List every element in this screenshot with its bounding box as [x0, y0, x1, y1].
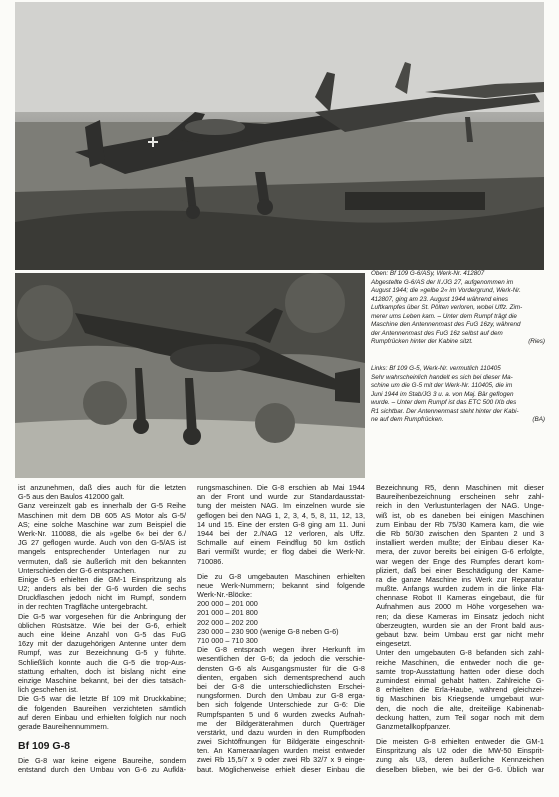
text-line: Ganzmetallkopfpanzer. [376, 721, 451, 731]
text-line: lich geschehen ist. [18, 685, 79, 695]
text-line: deckung hatten, zum Teil sogar noch mit dem [376, 712, 544, 722]
caption-left-photo [371, 365, 545, 425]
text-line: den, die noch die alte, dreiteilige Kabinenab- [376, 703, 544, 713]
caption-text: ne auf dem Rumpfrücken. [371, 416, 444, 424]
text-line: mußte. Anfangs wurden zudem in die linke Flä- [376, 584, 544, 594]
section-heading: Bf 109 G-8 [18, 740, 70, 753]
text-line: 16zy mit der dazugehörigen Antenne unter dem [18, 639, 186, 649]
text-line: nungsformen. Durch den Umbau zur G-8 erga- [197, 691, 365, 701]
text-line: Aufnahmen aus 2000 m Höhe vorgesehen wa- [376, 602, 544, 612]
caption-top-photo [371, 270, 545, 347]
caption-line: 412807, ging am 23. August 1944 während eines [371, 295, 509, 303]
text-line: Schmalle auf einem Feindflug 50 km östlich [197, 538, 365, 548]
text-line: zwei Rb 15,5/7 x 9 oder zwei Rb 32/7 x 9 einge- [197, 755, 365, 765]
text-line: Werk-Nr. 110088, die als »gelbe 6« bei der 6./ [18, 528, 186, 538]
text-line: dieselben blieben, wie bei der G-6. Üblich war [376, 764, 544, 774]
text-line: Einige G-5 erhielten die GM-1 Einspritzung als [18, 574, 186, 584]
text-line: Unterschieden der G-6 entsprachen. [18, 565, 137, 575]
text-line: 202 000 – 202 200 [197, 617, 258, 627]
text-line: Die meisten G-8 erhielten entweder die GM-1 [376, 737, 544, 747]
text-line: ra die ganze Maschine ins Werk zur Reparatur [376, 574, 544, 584]
text-line: Maschinen mit dem DB 605 AS Motor als G-5/ [18, 510, 186, 520]
text-line: geflogen bei den NAG 1, 2, 3, 4, 5, 8, 11, 12, 13, [197, 510, 365, 520]
text-line: AS; eine solche Maschine war zum Beispiel die [18, 519, 186, 529]
text-line: Baureihenbezeichnung erscheinen sehr zahl- [376, 492, 544, 502]
text-line: ren; da diese Kameras im Einsatz jedoch nicht [376, 611, 544, 621]
text-line: baut. Möglicherweise erhielt dieser Einbau die [197, 764, 365, 774]
photo-credit: (BA) [532, 416, 545, 424]
text-line: eingesetzt. [376, 639, 412, 649]
caption-line: Luftkampfes über St. Pölten verloren, wobei Uffz. Zim- [371, 304, 523, 312]
text-line: 230 000 – 230 900 (wenige G-8 neben G-6) [197, 626, 339, 636]
text-line: war wegen der Enge des Rumpfes derart kom- [376, 556, 544, 566]
text-line: ten. An Kameraanlagen wurden meist entweder [197, 746, 365, 756]
text-line: Die zu G-8 umgebauten Maschinen erhielten [197, 571, 365, 581]
text-line: Schließlich konnte auch die G-5 die trop-Aus- [18, 657, 186, 667]
text-line: wesentlichen der G-6; da jedoch die verschie- [197, 654, 365, 664]
text-line: Rumpf, was zur Bezeichnung G-5 y führte. [18, 648, 186, 658]
caption-line: Juni 1944 im Stab/JG 3 u. a. von Maj. Bär geflogen [371, 390, 514, 398]
text-line: zwei Sichtöffnungen für Bildgeräte eingeschnit- [197, 737, 365, 747]
text-line: Druckflaschen jedoch nicht im Rumpf, sondern [18, 593, 186, 603]
text-line: 200 000 – 201 000 [197, 599, 258, 609]
text-line: reiche Maschinen, die entweder noch die ge- [376, 657, 544, 667]
text-line: Die G-5 war die letzte Bf 109 mit Druckkabine; [18, 694, 186, 704]
text-line: G-5 aus den Baulos 412000 galt. [18, 492, 125, 502]
text-line: reich in den Verlustunterlagen der NAG. Unge- [376, 501, 544, 511]
caption-line: Links: Bf 109 G-5, Werk-Nr. vermutlich 110405 [371, 365, 501, 372]
caption-line [371, 416, 545, 425]
caption-line: Sehr wahrscheinlich handelt es sich bei dieser Ma- [371, 373, 513, 381]
text-line: Ganz vereinzelt gab es innerhalb der G-5 Reihe [18, 501, 186, 511]
text-line: die folgenden Baureihen verzichteten sämtlich [18, 703, 186, 713]
text-column-2 [197, 483, 365, 774]
caption-line: schine um die G-5 mit der Werk-Nr. 110405, die im [371, 382, 513, 390]
text-line: ist anzunehmen, daß dies auch für die letzten [18, 483, 186, 492]
text-line: Die G-8 war keine eigene Baureihe, sondern [18, 756, 186, 766]
caption-line: merer ums Leben kam. – Unter dem Rumpf trägt die [371, 312, 517, 320]
text-line: me der Bildgeräterahmen durch Querträger [197, 718, 365, 728]
text-line: rungsmaschinen. Die G-8 erschien ab Mai 1944 [197, 483, 365, 492]
text-line: 8 erhielten die Erla-Haube, während gleichzei- [376, 685, 544, 695]
text-line: mera, der zuvor bereits bei einigen G-6 erfolgte, [376, 547, 544, 557]
text-line: Die G-8 entsprach wegen ihrer Herkunft im [197, 645, 365, 655]
text-line: Rumpfspanten 5 und 6 wurden zwecks Aufnah- [197, 709, 365, 719]
text-line: gebaut bzw. beim Umbau erst gar nicht mehr [376, 630, 544, 639]
text-line: verstärkt, und dazu wurden in den Rumpfboden [197, 727, 365, 737]
text-line: U2; anders als bei der G-6 wurden die sechs [18, 584, 186, 594]
caption-line: der Antennenmast des FuG 16z selbst auf dem [371, 329, 503, 337]
text-line: auf deren Einbau und erhielten folglich nur noch [18, 712, 186, 722]
text-line: stattung erhalten, doch ist bislang nicht eine [18, 666, 186, 676]
caption-line: R1 sichtbar. Der Antennenmast steht hinter der Kabi- [371, 407, 519, 415]
text-line: zung als U3, deren äußerliche Kennzeichen [376, 755, 544, 765]
caption-line [371, 338, 545, 347]
text-line: Unter den umgebauten G-8 befanden sich zahl- [376, 648, 544, 658]
text-line: samte trop-Ausstattung hatten oder diese doch [376, 666, 544, 676]
text-line: chennase Robot II Kameras eingebaut, die für [376, 593, 544, 603]
text-line: 14 und 15. Eine der ersten G-8 ging am 11. Juni [197, 519, 365, 529]
text-line: ben sich folgende Unterschiede zur G-6: Die [197, 700, 365, 710]
text-line: densten G-6 als Ausgangsmuster für die G-8 [197, 663, 365, 673]
caption-text: Rumpfrücken hinter der Kabine sitzt. [371, 338, 473, 346]
text-line: 201 000 – 201 800 [197, 608, 258, 618]
text-line: entstand durch den Umbau von G-6 zu Aufklä- [18, 765, 186, 775]
text-line: an der Front und wurde zur Standardausstat- [197, 492, 365, 502]
text-line: 710086. [197, 556, 224, 566]
photo-bf109-g5 [15, 273, 365, 478]
text-line: gerade Baureihennummern. [18, 721, 109, 731]
text-line: 710 000 – 710 300 [197, 636, 258, 645]
text-line: vermuten, daß sie äußerlich mit den bekannten [18, 556, 186, 566]
text-line: dienten, ergaben sich dementsprechend auch [197, 672, 365, 682]
text-line: üblichen Rüstsätze. Wie bei der G-6, erhielt [18, 620, 186, 630]
text-column-3 [376, 483, 544, 774]
text-line: Die G-5 war vorgesehen für die Anbringung der [18, 611, 186, 621]
text-line: zumindest einmal gehabt hatten. Zahlreiche G- [376, 675, 544, 685]
text-line: wiß ist, ob es daneben bei einigen Maschinen [376, 510, 544, 520]
text-line: die Rb 50/30 zwischen den Spanten 2 und 3 [376, 528, 544, 538]
text-line: mangels entsprechender Unterlagen nur zu [18, 547, 186, 557]
caption-line: Oben: Bf 109 G-6/ASy, Werk-Nr. 412807 [371, 270, 485, 277]
text-line: pliziert, daß bei einer Beschädigung der Kame- [376, 565, 544, 575]
text-line: tung der meisten NAG. Im einzelnen wurde sie [197, 501, 365, 511]
text-line: installiert werden mußte; der Einbau dieser Ka- [376, 538, 544, 548]
text-line: tig Maschinen bis Kriegsende umgebaut wur- [376, 694, 544, 704]
text-line: neue Werk-Nummern; bekannt sind folgende [197, 580, 365, 590]
text-line: Einspritzung als U2 oder die MW-50 Einsprit- [376, 746, 544, 756]
photo-credit: (Ries) [528, 338, 545, 346]
text-line: in der rechten Tragfläche untergebracht. [18, 602, 148, 612]
text-line: Werk-Nr.-Blöcke: [197, 590, 253, 600]
text-line: zum Einbau der Rb 75/30 Kamera kam, die wie [376, 519, 544, 529]
text-line: Bari vermißt wurde; er flog dabei die Werk-Nr. [197, 547, 365, 557]
caption-line: Maschine den Antennenmast des FuG 16zy, während [371, 321, 521, 329]
caption-line: wurde. – Unter dem Rumpf ist das ETC 500 IXb des [371, 399, 517, 407]
text-line: JG 27 geflogen wurde. Auch von den G-5/AS ist [18, 538, 186, 548]
paragraph-gap [18, 731, 186, 737]
text-column-1 [18, 483, 186, 774]
caption-line: Abgestellte G-6/AS der II./JG 27, aufgenommen im [371, 278, 514, 286]
text-line: einzige Maschine bekannt, bei der dies tatsäch- [18, 675, 186, 685]
caption-line: August 1944; die »gelbe 2« im Vordergrund, Werk-Nr. [371, 287, 521, 295]
text-line: Bezeichnung R5, denn Maschinen mit dieser [376, 483, 544, 492]
text-line: bei der G-8 die unterschiedlichsten Erschei- [197, 681, 365, 691]
text-line: 1944 bei der 2./NAG 12 verloren, als Uffz. [197, 528, 365, 538]
text-line: auch eine kleine Anzahl von G-5 das FuG [18, 630, 186, 639]
photo-parked-aircraft-row [15, 2, 544, 270]
text-line: überzeugten, wurden sie an der Front bald aus- [376, 620, 544, 630]
